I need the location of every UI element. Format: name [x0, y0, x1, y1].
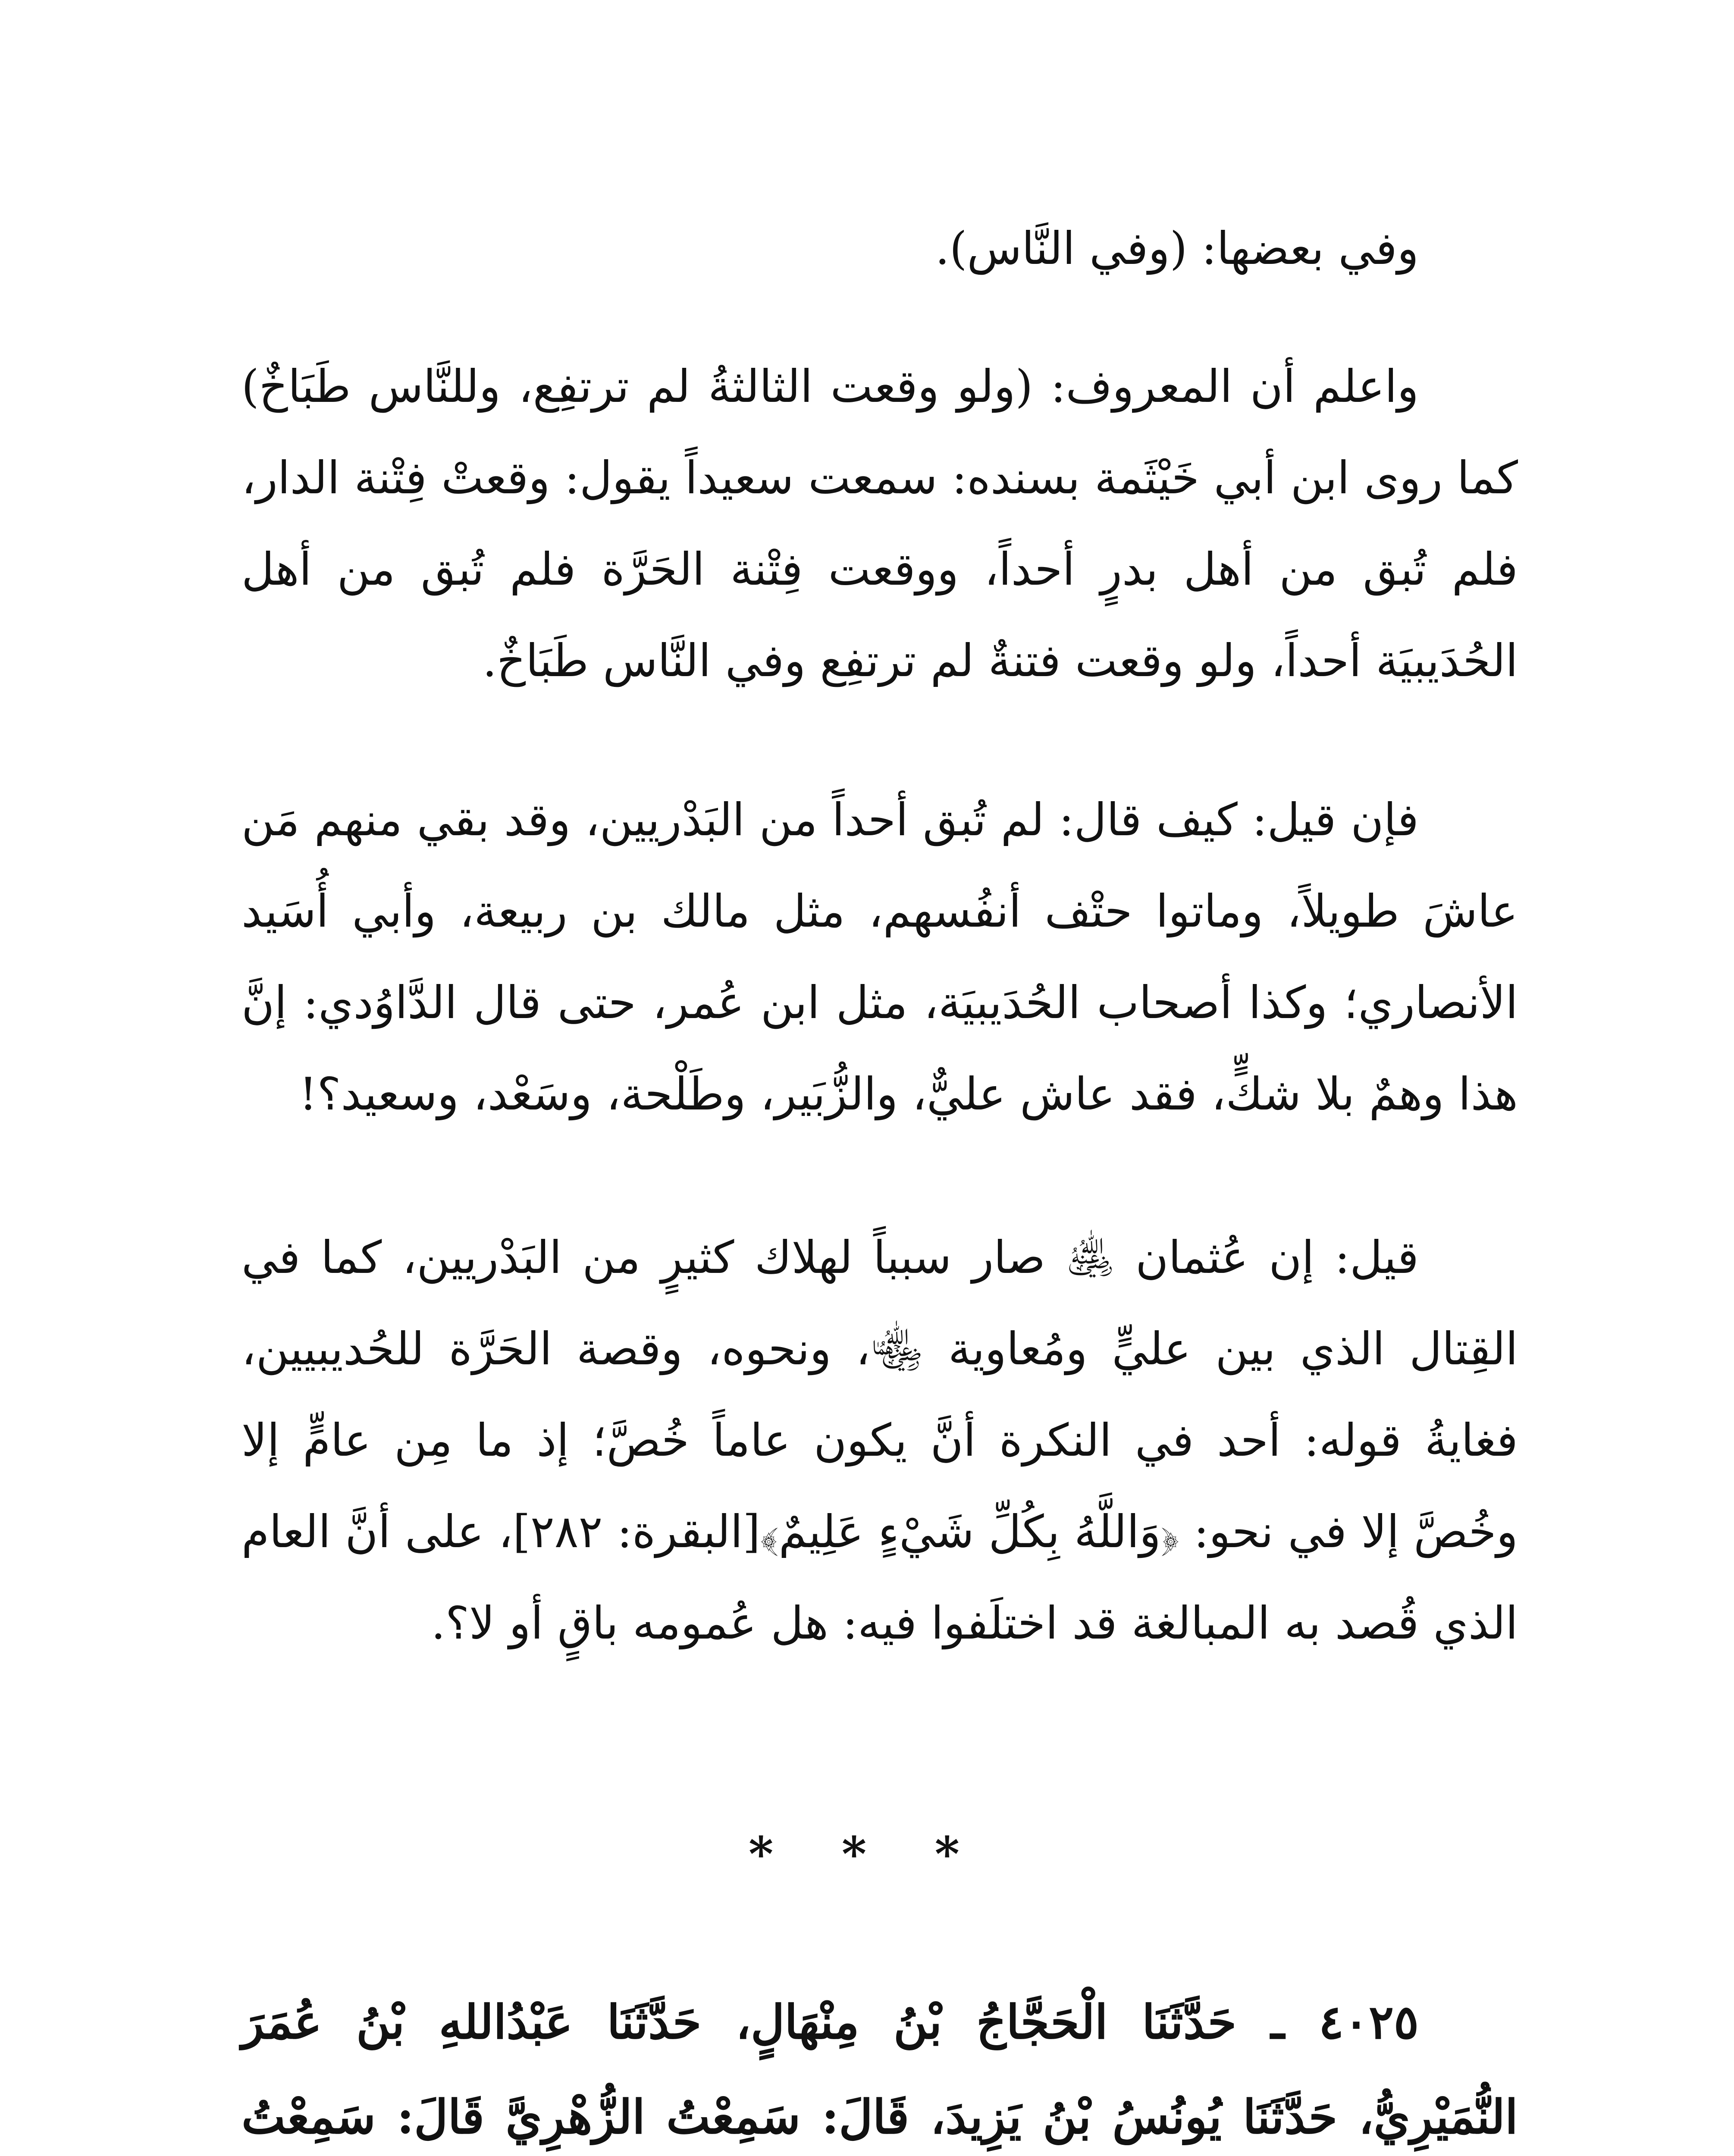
paragraph-text: واعلم أن المعروف: (ولو وقعت الثالثةُ لم ترتفِع، وللنَّاس طَبَاخٌ) كما روى ابن أبي خَيْثَمة بسنده: سمعت سعيداً يقول: وقعتْ فِتْنة الدار، فلم تُبق من أهل بدرٍ أحداً، ووقعت فِتْنة الحَرَّة فلم تُبق من أهل الحُدَيبيَة أحداً، ولو وقعت فتنةٌ لم ترتفِع وفي النَّاس طَبَاخٌ.: [241, 360, 1518, 687]
paragraph-other-version: [241, 203, 1518, 294]
section-separator: * * *: [748, 1826, 986, 1882]
paragraph-objection: [241, 774, 1518, 1140]
hadith-4025: [241, 1975, 1518, 2156]
paragraph-text: فإن قيل: كيف قال: لم تُبق أحداً من البَدْريين، وقد بقي منهم مَن عاشَ طويلاً، وماتوا حتْف أنفُسهم، مثل مالك بن ربيعة، وأبي أُسَيد الأنصاري؛ وكذا أصحاب الحُدَيبيَة، مثل ابن عُمر، حتى قال الدَّاوُدي: إنَّ هذا وهمٌ بلا شكٍّ، فقد عاش عليٌّ، والزُّبَير، وطَلْحة، وسَعْد، وسعيد؟!: [241, 793, 1518, 1120]
paragraph-text: وفي بعضها: (وفي النَّاس).: [935, 222, 1419, 275]
paragraph-answer: [241, 1212, 1518, 1669]
hadith-text: ٤٠٢٥ ـ حَدَّثَنَا الْحَجَّاجُ بْنُ مِنْهَالٍ، حَدَّثَنَا عَبْدُاللهِ بْنُ عُمَرَ النُّمَيْرِيُّ، حَدَّثَنَا يُونُسُ بْنُ يَزِيدَ، قَالَ: سَمِعْتُ الزُّهْرِيَّ قَالَ: سَمِعْتُ: [241, 1995, 1518, 2144]
paragraph-text: قيل: إن عُثمان ﵁ صار سبباً لهلاك كثيرٍ من البَدْريين، كما في القِتال الذي بين عليٍّ ومُعاوية ﵄، ونحوه، وقصة الحَرَّة للحُديبيين، فغايةُ قوله: أحد في النكرة أنَّ يكون عاماً خُصَّ؛ إذ ما مِن عامٍّ إلا وخُصَّ إلا في نحو: ﴿وَاللَّهُ بِكُلِّ شَيْءٍ عَلِيمٌ﴾[البقرة: ٢٨٢]، على أنَّ العام الذي قُصد به المبالغة قد اختلَفوا فيه: هل عُمومه باقٍ أو لا؟.: [241, 1231, 1518, 1649]
paragraph-known-narration: [241, 341, 1518, 706]
